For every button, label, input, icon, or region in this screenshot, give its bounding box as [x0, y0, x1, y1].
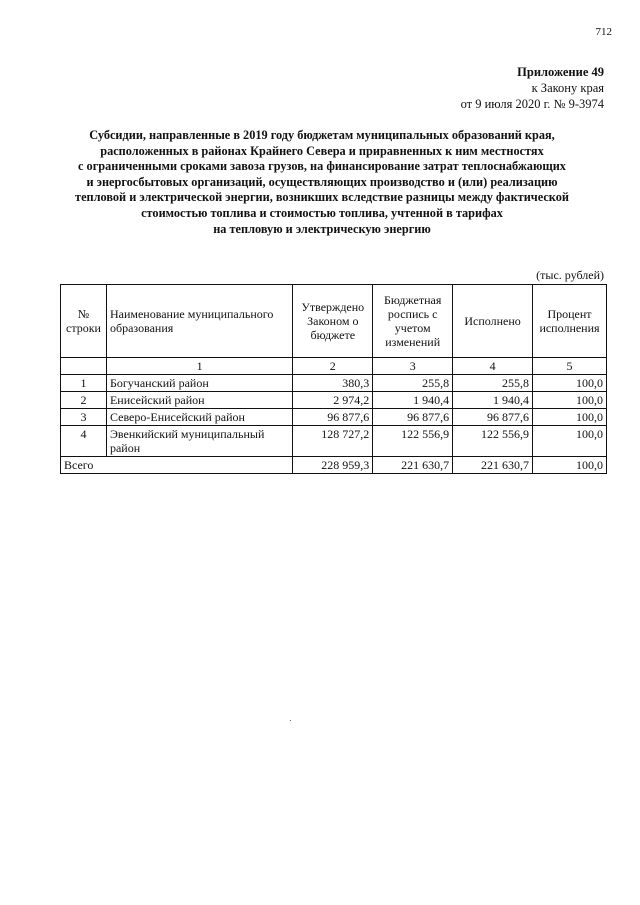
header-percent: Процент исполнения: [533, 285, 607, 358]
appendix-date: от 9 июля 2020 г. № 9-3974: [460, 97, 604, 111]
approved-value: 128 727,2: [293, 426, 373, 457]
title-line: с ограниченными сроками завоза грузов, на финансирование затрат теплоснабжающих: [78, 159, 566, 174]
table-header-row: [61, 285, 607, 358]
column-number-cell: 5: [533, 358, 607, 375]
total-executed: 221 630,7: [453, 457, 533, 474]
title-line: расположенных в районах Крайнего Севера и приравненных к ним местностях: [100, 143, 544, 158]
appendix-law: к Закону края: [531, 81, 604, 95]
approved-value: 2 974,2: [293, 392, 373, 409]
title-line: тепловой и электрической энергии, возникших вследствие разницы между фактической: [75, 190, 569, 205]
row-number: 3: [61, 409, 107, 426]
appendix-title: Приложение 49: [517, 65, 604, 79]
header-approved: Утверждено Законом о бюджете: [293, 285, 373, 358]
budget-value: 96 877,6: [373, 409, 453, 426]
title-line: стоимостью топлива и стоимостью топлива, учтенной в тарифах: [141, 205, 503, 220]
budget-value: 1 940,4: [373, 392, 453, 409]
page-number: 712: [595, 26, 612, 38]
header-budget-schedule: Бюджетная роспись с учетом изменений: [373, 285, 453, 358]
municipality-name: Эвенкийский муниципальный район: [106, 426, 292, 457]
header-row-number: № строки: [61, 285, 107, 358]
municipality-name: Северо-Енисейский район: [106, 409, 292, 426]
header-executed: Исполнено: [453, 285, 533, 358]
scan-dot: [290, 720, 291, 721]
table-row: [61, 392, 607, 409]
total-row: [61, 457, 607, 474]
title-line: на тепловую и электрическую энергию: [213, 221, 431, 236]
total-label: Всего: [61, 457, 293, 474]
header-municipality: Наименование муниципального образования: [106, 285, 292, 358]
units-label: (тыс. рублей): [536, 268, 604, 282]
column-number-cell: 3: [373, 358, 453, 375]
executed-value: 1 940,4: [453, 392, 533, 409]
executed-value: 255,8: [453, 375, 533, 392]
row-number: 4: [61, 426, 107, 457]
table-row: [61, 409, 607, 426]
percent-value: 100,0: [533, 426, 607, 457]
municipality-name: Енисейский район: [106, 392, 292, 409]
appendix-header: [461, 64, 604, 112]
percent-value: 100,0: [533, 375, 607, 392]
table-row: [61, 375, 607, 392]
column-numbers-row: [61, 358, 607, 375]
total-budget: 221 630,7: [373, 457, 453, 474]
approved-value: 96 877,6: [293, 409, 373, 426]
document-title: [40, 128, 604, 237]
total-percent: 100,0: [533, 457, 607, 474]
column-number-cell: 1: [106, 358, 292, 375]
subsidies-table: [60, 284, 607, 474]
executed-value: 122 556,9: [453, 426, 533, 457]
row-number: 1: [61, 375, 107, 392]
approved-value: 380,3: [293, 375, 373, 392]
total-approved: 228 959,3: [293, 457, 373, 474]
title-line: Субсидии, направленные в 2019 году бюджетам муниципальных образований края,: [89, 128, 555, 142]
percent-value: 100,0: [533, 392, 607, 409]
column-number-cell: [61, 358, 107, 375]
executed-value: 96 877,6: [453, 409, 533, 426]
column-number-cell: 2: [293, 358, 373, 375]
percent-value: 100,0: [533, 409, 607, 426]
municipality-name: Богучанский район: [106, 375, 292, 392]
budget-value: 122 556,9: [373, 426, 453, 457]
column-number-cell: 4: [453, 358, 533, 375]
title-line: и энергосбытовых организаций, осуществляющих производство и (или) реализацию: [86, 174, 558, 189]
table-row: [61, 426, 607, 457]
row-number: 2: [61, 392, 107, 409]
budget-value: 255,8: [373, 375, 453, 392]
